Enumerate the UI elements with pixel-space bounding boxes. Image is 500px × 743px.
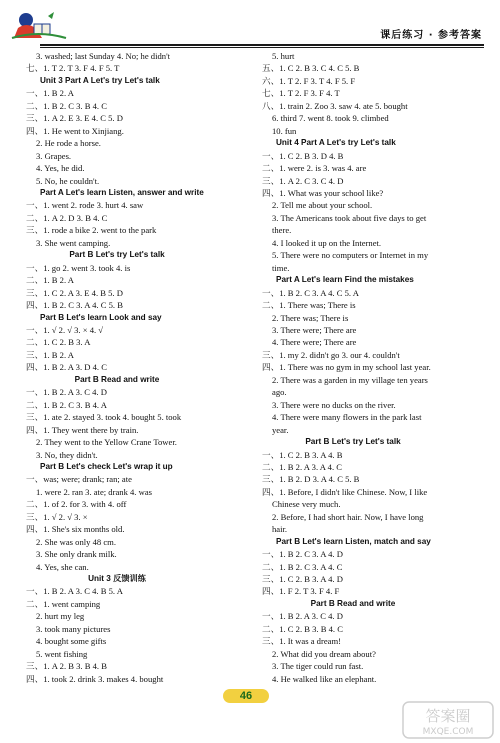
answer-line: 三、1. B 2. A (26, 349, 74, 360)
answer-line: 10. fun (272, 125, 297, 136)
answer-line: 5. No, he couldn't. (36, 175, 100, 186)
watermark-text: 答案圈 (425, 707, 471, 725)
answer-line: 一、1. C 2. B 3. A 4. B (262, 449, 343, 460)
section-heading: Unit 4 Part A Let's try Let's talk (276, 138, 396, 148)
answer-line: 二、1. of 2. for 3. with 4. off (26, 499, 127, 510)
answer-line: 一、1. √ 2. √ 3. × 4. √ (26, 324, 104, 335)
answer-line: 三、1. C 2. A 3. E 4. B 5. D (26, 287, 123, 298)
answer-line: 二、1. B 2. C 3. A 4. C (262, 561, 343, 572)
answer-line: 四、1. F 2. T 3. F 4. F (262, 586, 340, 597)
answer-line: 5. went fishing (36, 648, 88, 659)
answer-line: 2. There was; There is (272, 312, 349, 323)
answer-line: 2. Tell me about your school. (272, 200, 373, 211)
answer-line: 2. What did you dream about? (272, 648, 376, 659)
answer-line: 四、1. They went there by train. (26, 424, 139, 435)
section-heading: Part B Let's try Let's talk (69, 250, 165, 260)
answer-line: 二、1. went camping (26, 598, 101, 609)
answer-line: 4. I looked it up on the Internet. (272, 237, 382, 248)
answer-line: 三、1. A 2. E 3. E 4. C 5. D (26, 113, 123, 124)
answer-line: 2. They went to the Yellow Crane Tower. (36, 437, 177, 448)
answer-line: 一、1. B 2. A 3. C 4. D (26, 387, 107, 398)
answer-line: 四、1. B 2. A 3. D 4. C (26, 362, 107, 373)
answer-line: 5. There were no computers or Internet in my (272, 250, 429, 261)
answer-line: 3. There were; There are (272, 324, 357, 335)
answer-line: 一、1. B 2. A 3. C 4. D (262, 611, 343, 622)
watermark-logo-icon (402, 701, 494, 739)
answer-line: 一、1. B 2. A (26, 88, 74, 99)
answer-line: 3. The Americans took about five days to get (272, 212, 427, 223)
answer-line: Chinese very much. (272, 499, 341, 510)
answer-line: 2. She was only 48 cm. (36, 536, 116, 547)
watermark-site: MXQE.COM (422, 727, 474, 737)
section-heading: Part A Let's learn Find the mistakes (276, 275, 414, 285)
answer-line: 四、1. What was your school like? (262, 187, 384, 198)
page-header (0, 0, 500, 46)
answer-line: 一、was; were; drank; ran; ate (26, 474, 132, 485)
answer-line: 三、1. A 2. B 3. B 4. B (26, 661, 107, 672)
answer-line: 七、1. T 2. F 3. F 4. T (262, 88, 340, 99)
answer-line: year. (272, 424, 289, 435)
answer-line: 四、1. He went to Xinjiang. (26, 125, 124, 136)
answer-line: 四、1. She's six months old. (26, 524, 125, 535)
section-heading: Part B Let's learn Look and say (40, 312, 162, 322)
answer-line: time. (272, 262, 290, 273)
page-number: 46 (223, 689, 269, 703)
answer-line: 1. were 2. ran 3. ate; drank 4. was (36, 486, 152, 497)
answer-line: 3. She went camping. (36, 237, 111, 248)
answer-line: 2. He rode a horse. (36, 138, 101, 149)
section-heading: Part B Let's check Let's wrap it up (40, 461, 173, 471)
answer-line: 6. third 7. went 8. took 9. climbed (272, 113, 389, 124)
section-heading: Part B Let's try Let's talk (305, 437, 401, 447)
answer-line: 二、1. C 2. B 3. A (26, 337, 91, 348)
left-answer-column (26, 50, 248, 685)
answer-line: ago. (272, 387, 287, 398)
answer-line: 4. Yes, he did. (36, 163, 85, 174)
answer-line: 3. She only drank milk. (36, 549, 117, 560)
answer-line: 一、1. go 2. went 3. took 4. is (26, 262, 131, 273)
answer-line: 一、1. C 2. B 3. D 4. B (262, 150, 344, 161)
section-heading: Part A Let's learn Listen, answer and write (40, 187, 204, 197)
answer-line: 六、1. T 2. F 3. T 4. F 5. F (262, 75, 356, 86)
answer-line: 二、1. C 2. B 3. B 4. C (262, 623, 343, 634)
answer-line: 3. washed; last Sunday 4. No; he didn't (36, 51, 171, 61)
header-rule-thin (40, 47, 484, 48)
answer-line: 4. He walked like an elephant. (272, 673, 377, 684)
answer-line: 二、1. B 2. C 3. B 4. A (26, 399, 107, 410)
answer-line: 二、1. B 2. C 3. B 4. C (26, 100, 107, 111)
answer-line: 一、1. went 2. rode 3. hurt 4. saw (26, 200, 144, 211)
answer-line: 一、1. B 2. C 3. A 4. D (262, 549, 343, 560)
answer-line: 4. There were many flowers in the park last (272, 412, 422, 423)
answer-line: 一、1. B 2. A 3. C 4. B 5. A (26, 586, 123, 597)
answer-line: 2. Before, I had short hair. Now, I have long (272, 511, 424, 522)
answer-line: 3. No, they didn't. (36, 449, 98, 460)
answer-line: 三、1. rode a bike 2. went to the park (26, 225, 157, 236)
answer-line: 二、1. B 2. A 3. A 4. C (262, 461, 342, 472)
answer-line: there. (272, 225, 292, 236)
answer-line: 三、1. B 2. D 3. A 4. C 5. B (262, 474, 360, 485)
right-answer-column (262, 50, 484, 685)
answer-line: 四、1. Before, I didn't like Chinese. Now, I like (262, 486, 428, 497)
answer-line: 4. Yes, she can. (36, 561, 89, 572)
answer-line: 二、1. B 2. A (26, 275, 74, 286)
answer-line: 3. Grapes. (36, 150, 72, 161)
answer-line: 七、1. T 2. T 3. F 4. F 5. T (26, 63, 120, 74)
answer-line: 三、1. A 2. C 3. C 4. D (262, 175, 344, 186)
answer-line: 三、1. It was a dream! (262, 636, 341, 647)
answer-line: 4. bought some gifts (36, 636, 107, 647)
answer-line: 5. hurt (272, 51, 295, 61)
answer-line: 三、1. my 2. didn't go 3. our 4. couldn't (262, 349, 400, 360)
answer-line: 一、1. B 2. C 3. A 4. C 5. A (262, 287, 359, 298)
header-rule (40, 44, 484, 46)
section-heading: Part B Let's learn Listen, match and say (276, 536, 431, 546)
answer-line: 2. hurt my leg (36, 611, 85, 622)
answer-line: 五、1. C 2. B 3. C 4. C 5. B (262, 63, 360, 74)
answer-line: 八、1. train 2. Zoo 3. saw 4. ate 5. bought (262, 100, 408, 111)
answer-line: 三、1. ate 2. stayed 3. took 4. bought 5. took (26, 412, 182, 423)
section-heading: Unit 3 Part A Let's try Let's talk (40, 75, 160, 85)
section-heading: Part B Read and write (310, 598, 396, 608)
answer-line: hair. (272, 524, 288, 535)
header-title: 课后练习 · 参考答案 (380, 30, 482, 41)
answer-line: 3. The tiger could run fast. (272, 661, 364, 672)
section-heading: Part B Read and write (74, 374, 160, 384)
answer-line: 3. There were no ducks on the river. (272, 399, 396, 410)
section-heading: Unit 3 反馈训练 (88, 574, 146, 584)
answer-line: 三、1. √ 2. √ 3. × (26, 511, 88, 522)
reading-child-logo-icon (8, 8, 68, 42)
answer-line: 四、1. took 2. drink 3. makes 4. bought (26, 673, 164, 684)
answer-line: 二、1. There was; There is (262, 300, 356, 311)
answer-line: 二、1. A 2. D 3. B 4. C (26, 212, 108, 223)
answer-line: 四、1. There was no gym in my school last year. (262, 362, 431, 373)
answer-line: 4. There were; There are (272, 337, 357, 348)
answer-line: 2. There was a garden in my village ten years (272, 374, 428, 385)
answer-line: 三、1. C 2. B 3. A 4. D (262, 574, 343, 585)
answer-line: 二、1. were 2. is 3. was 4. are (262, 163, 367, 174)
answer-line: 四、1. B 2. C 3. A 4. C 5. B (26, 300, 123, 311)
answer-line: 3. took many pictures (36, 623, 111, 634)
